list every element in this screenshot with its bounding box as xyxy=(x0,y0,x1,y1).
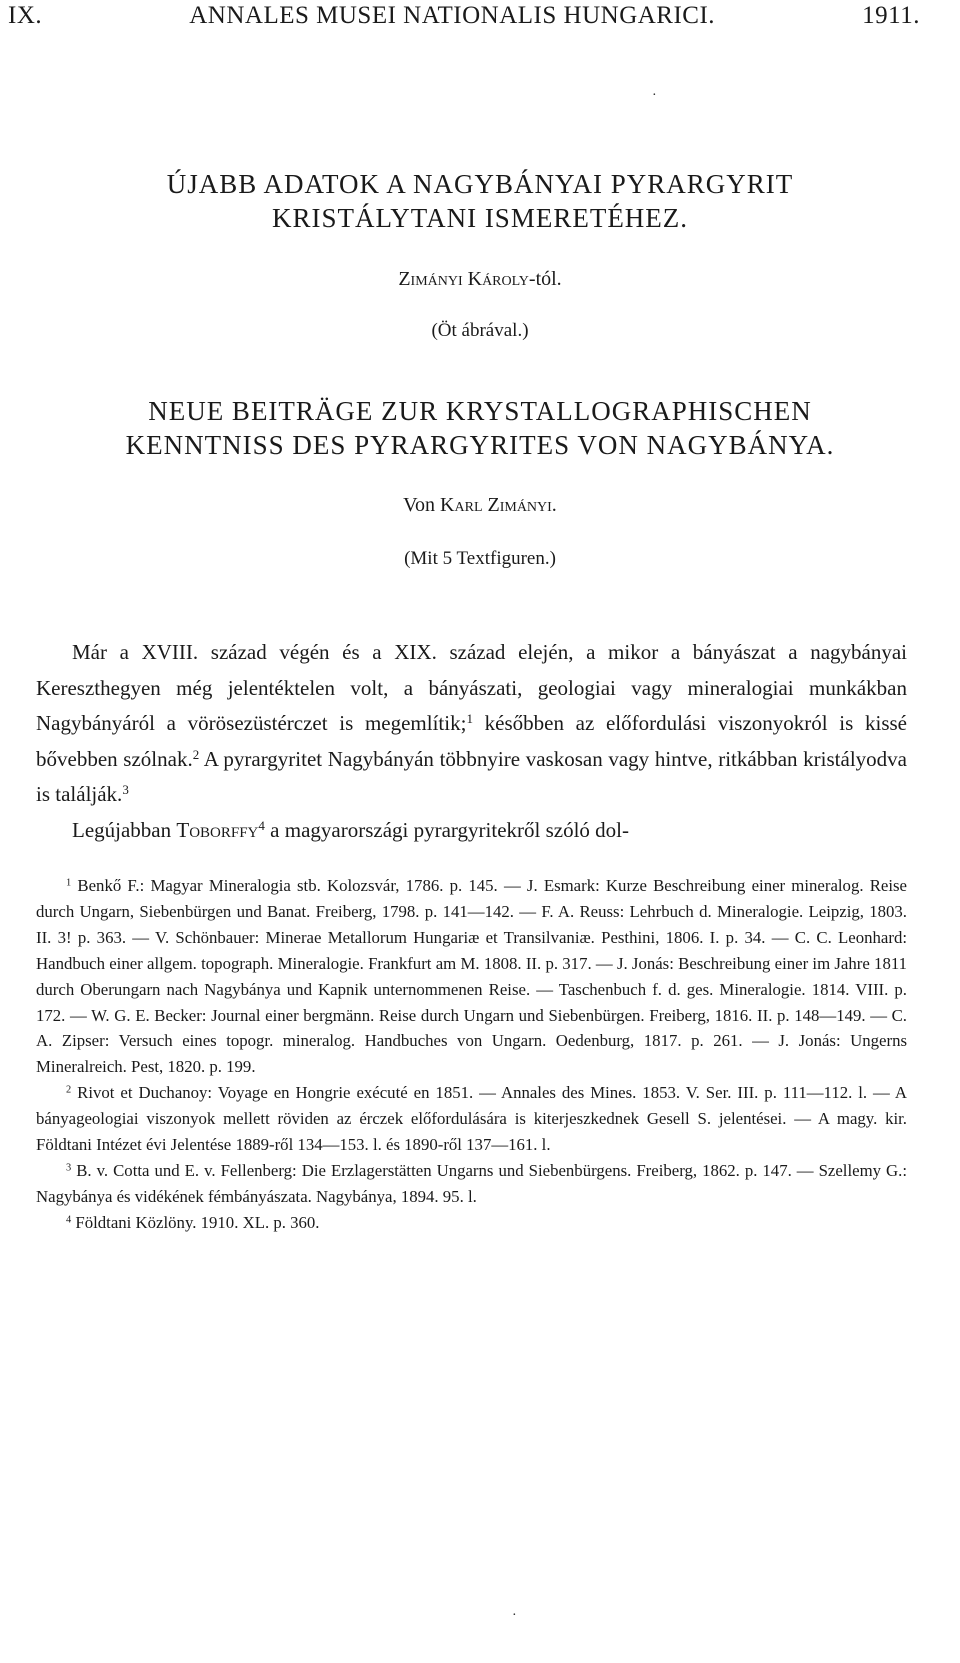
hungarian-title xyxy=(0,167,960,235)
body-text-segment: Már a XVIII. század végén és a XIX. század elején, a mikor a bányászat a nagybányai Kereszthegyen még jelentéktelen volt, a bányászati, geologiai vagy mineralogiai munkákban Nagybányáról a vörösezüstérczet is megemlítik; xyxy=(36,640,907,735)
footnote-1 xyxy=(36,873,907,1080)
body-paragraph-2 xyxy=(36,813,907,849)
hungarian-author-suffix: -tól. xyxy=(528,268,562,290)
footnote-mark: 3 xyxy=(66,1162,72,1174)
footnote-2 xyxy=(36,1080,907,1158)
cited-author-name: Toborffy xyxy=(176,817,259,842)
footnote-mark: 1 xyxy=(66,877,72,889)
footnote-ref-3: 3 xyxy=(122,781,129,797)
german-author-prefix: Von xyxy=(403,494,441,516)
hungarian-title-line-2: KRISTÁLYTANI ISMERETÉHEZ. xyxy=(271,203,689,233)
footnote-3 xyxy=(36,1158,907,1210)
hungarian-title-line-1: ÚJABB ADATOK A NAGYBÁNYAI PYRARGYRIT xyxy=(166,169,794,199)
german-author xyxy=(0,494,960,517)
footnote-mark: 4 xyxy=(66,1214,72,1226)
german-title-line-1: NEUE BEITRÄGE ZUR KRYSTALLOGRAPHISCHEN xyxy=(148,396,812,426)
body-text-segment: későbben az előfordulási viszonyokról is kissé bővebben szólnak. xyxy=(36,711,907,771)
footnote-text: Benkő F.: Magyar Mineralogia stb. Kolozsvár, 1786. p. 145. — J. Esmark: Kurze Beschreibung einer mineralog. Reise durch Ungarn, Siebenbürgen und Banat. Freiberg, 1798. p. 141—142. — F. A. Reuss: Lehrbuch d. Mineralogie. Leipzig, 1803. II. 3! p. 363. — V. Schönbauer: Minerae Metallorum Hungariæ et Transilvaniæ. Pesthini, 1806. I. p. 34. — C. C. Leonhard: Handbuch einer allgem. topograph. Mineralogie. Frankfurt am M. 1808. II. p. 317. — J. Jonás: Beschreibung einer im Jahre 1811 durch Oberungarn nach Nagybánya und Kapnik unternommenen Reise. — Taschenbuch f. d. ges. Mineralogie. 1814. VIII. p. 172. — W. G. E. Becker: Journal einer bergmänn. Reise durch Ungarn und Siebenbürgen. Freiberg, 1816. II. p. 148—149. — C. A. Zipser: Versuch eines topogr. mineralog. Handbuches von Ungarn. Oedenburg, 1817. p. 261. — J. Jonás: Ungerns Mineralreich. Pest, 1820. p. 199. xyxy=(36,876,908,1077)
footnote-ref-2: 2 xyxy=(192,746,200,762)
german-title xyxy=(0,394,960,462)
body-paragraph-1 xyxy=(36,635,907,813)
footnotes xyxy=(36,873,907,1236)
footnote-4 xyxy=(36,1210,907,1236)
journal-title: ANNALES MUSEI NATIONALIS HUNGARICI. xyxy=(189,2,716,29)
footnote-ref-1: 1 xyxy=(466,710,473,726)
running-header xyxy=(8,2,920,32)
page-end-mark: · xyxy=(512,1608,517,1623)
volume-number: IX. xyxy=(8,2,43,29)
body-text-segment: a magyarországi pyrargyritekről szóló dol- xyxy=(264,817,629,842)
german-figures-note: (Mit 5 Textfiguren.) xyxy=(404,548,556,569)
hungarian-author xyxy=(0,268,960,291)
footnote-text: B. v. Cotta und E. v. Fellenberg: Die Erzlagerstätten Ungarns und Siebenbürgens. Freiberg, 1862. p. 147. — Szellemy G.: Nagybánya és vidékének fémbányászata. Nagybánya, 1894. 95. l. xyxy=(36,1160,908,1206)
publication-year: 1911. xyxy=(862,2,920,29)
footnote-text: Földtani Közlöny. 1910. XL. p. 360. xyxy=(75,1212,320,1232)
body-text-segment: A pyrargyritet Nagybányán többnyire vaskosan vagy hintve, ritkábban kristályodva is találják. xyxy=(36,746,907,806)
german-title-line-2: KENNTNISS DES PYRARGYRITES VON NAGYBÁNYA. xyxy=(125,430,835,460)
footnote-ref-4: 4 xyxy=(258,817,265,833)
body-text-segment: Legújabban xyxy=(72,817,177,842)
hungarian-figures-note: (Öt ábrával.) xyxy=(431,320,529,341)
hungarian-author-name: Zimányi Károly xyxy=(398,268,529,290)
footnote-mark: 2 xyxy=(66,1084,72,1096)
stray-mark: · xyxy=(652,88,657,103)
german-author-name: Karl Zimányi. xyxy=(440,494,557,516)
footnote-text: Rivot et Duchanoy: Voyage en Hongrie exécuté en 1851. — Annales des Mines. 1853. V. Ser. III. p. 111—112. l. — A bányageologiai viszonyok mellett röviden az érczek előfordulására is kiterjeszkednek Gesell S. jelentései. — A magy. kir. Földtani Intézet évi Jelentése 1889-ről 134—153. l. és 1890-ről 137—161. l. xyxy=(36,1083,907,1155)
body-text xyxy=(36,635,907,848)
